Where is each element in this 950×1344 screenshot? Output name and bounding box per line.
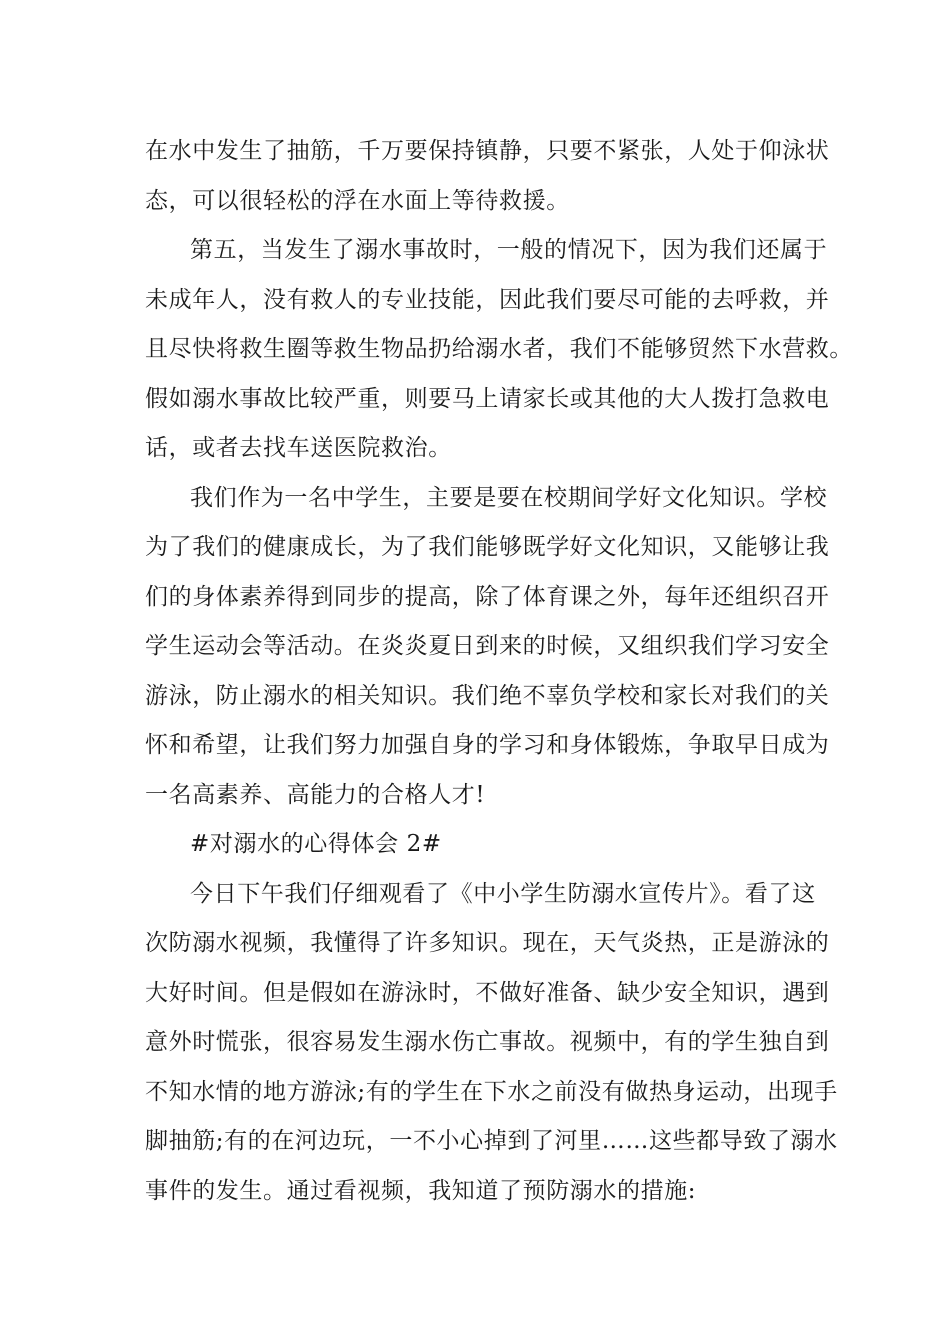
text-line: 话，或者去找车送医院救治。 <box>145 435 452 461</box>
text-line: 且尽快将救生圈等救生物品扔给溺水者，我们不能够贸然下水营救。 <box>145 336 853 362</box>
text-line: 一名高素养、高能力的合格人才! <box>145 782 486 808</box>
paragraph-start-line: 今日下午我们仔细观看了《中小学生防溺水宣传片》。看了这 <box>190 881 816 907</box>
text-line: 未成年人，没有救人的专业技能，因此我们要尽可能的去呼救，并 <box>145 287 830 313</box>
text-line: 假如溺水事故比较严重，则要马上请家长或其他的大人拨打急救电 <box>145 386 830 412</box>
paragraph-start-line: 第五，当发生了溺水事故时，一般的情况下，因为我们还属于 <box>190 237 828 263</box>
text-line: 脚抽筋;有的在河边玩，一不小心掉到了河里……这些都导致了溺水 <box>145 1128 838 1154</box>
text-line: 态，可以很轻松的浮在水面上等待救援。 <box>145 188 570 214</box>
text-line: 不知水情的地方游泳;有的学生在下水之前没有做热身运动，出现手 <box>145 1079 838 1105</box>
text-line: 事件的发生。通过看视频，我知道了预防溺水的措施: <box>145 1178 697 1204</box>
text-line: 意外时慌张，很容易发生溺水伤亡事故。视频中，有的学生独自到 <box>145 1029 830 1055</box>
text-line: 们的身体素养得到同步的提高，除了体育课之外，每年还组织召开 <box>145 584 830 610</box>
section-heading: #对溺水的心得体会 2# <box>190 831 442 857</box>
paragraph-start-line: 我们作为一名中学生，主要是要在校期间学好文化知识。学校 <box>190 485 828 511</box>
text-line: 学生运动会等活动。在炎炎夏日到来的时候，又组织我们学习安全 <box>145 633 830 659</box>
text-line: 游泳，防止溺水的相关知识。我们绝不辜负学校和家长对我们的关 <box>145 683 830 709</box>
text-line: 在水中发生了抽筋，千万要保持镇静，只要不紧张，人处于仰泳状 <box>145 138 830 164</box>
text-line: 为了我们的健康成长，为了我们能够既学好文化知识，又能够让我 <box>145 534 830 560</box>
text-line: 大好时间。但是假如在游泳时，不做好准备、缺少安全知识，遇到 <box>145 980 830 1006</box>
text-line: 次防溺水视频，我懂得了许多知识。现在，天气炎热，正是游泳的 <box>145 930 830 956</box>
text-line: 怀和希望，让我们努力加强自身的学习和身体锻炼，争取早日成为 <box>145 732 830 758</box>
